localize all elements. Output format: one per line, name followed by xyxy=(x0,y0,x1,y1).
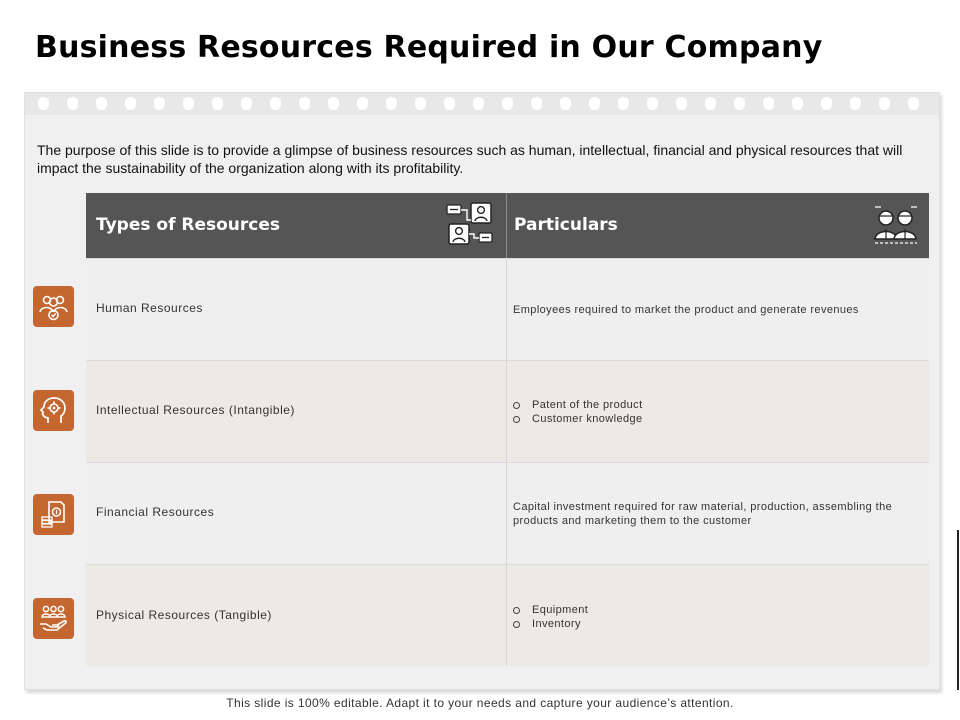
header-particulars: Particulars xyxy=(514,215,618,235)
binding-hole xyxy=(67,97,78,110)
binding-hole xyxy=(879,97,890,110)
binding-hole xyxy=(38,97,49,110)
binding-hole xyxy=(908,97,919,110)
binding-hole xyxy=(531,97,542,110)
binding-hole xyxy=(792,97,803,110)
column-divider xyxy=(506,463,507,564)
binding-hole xyxy=(821,97,832,110)
binding-hole xyxy=(270,97,281,110)
binding-hole xyxy=(212,97,223,110)
resource-name: Intellectual Resources (Intangible) xyxy=(96,403,295,417)
binding-hole xyxy=(473,97,484,110)
column-divider xyxy=(506,361,507,462)
brain-gear-icon xyxy=(33,390,74,431)
binding-hole xyxy=(444,97,455,110)
binding-hole xyxy=(328,97,339,110)
binding-hole xyxy=(415,97,426,110)
resource-particulars xyxy=(513,603,918,631)
table-row xyxy=(86,462,929,564)
binding-hole xyxy=(386,97,397,110)
bullet-item: Patent of the product xyxy=(513,398,918,412)
binding-hole xyxy=(734,97,745,110)
bullet-item: Equipment xyxy=(513,603,918,617)
binding-hole xyxy=(125,97,136,110)
binding-hole xyxy=(299,97,310,110)
binding-holes xyxy=(25,93,939,115)
resources-table xyxy=(86,193,929,668)
table-header xyxy=(86,193,929,258)
binding-hole xyxy=(618,97,629,110)
edge-line xyxy=(957,530,959,690)
resource-particulars: Employees required to market the product and generate revenues xyxy=(513,304,859,316)
table-row xyxy=(86,258,929,360)
binding-hole xyxy=(154,97,165,110)
binding-hole xyxy=(241,97,252,110)
resource-name: Human Resources xyxy=(96,301,203,315)
binding-hole xyxy=(850,97,861,110)
resource-particulars xyxy=(513,398,918,426)
bullet-item: Inventory xyxy=(513,617,918,631)
binding-hole xyxy=(560,97,571,110)
money-document-icon xyxy=(33,494,74,535)
binding-hole xyxy=(357,97,368,110)
binding-hole xyxy=(183,97,194,110)
binding-hole xyxy=(705,97,716,110)
header-types-of-resources: Types of Resources xyxy=(96,215,281,235)
table-row xyxy=(86,564,929,666)
binding-hole xyxy=(96,97,107,110)
binding-hole xyxy=(589,97,600,110)
table-row xyxy=(86,360,929,462)
binding-hole xyxy=(676,97,687,110)
bullet-item: Customer knowledge xyxy=(513,412,918,426)
footer-note: This slide is 100% editable. Adapt it to your needs and capture your audience’s attention. xyxy=(226,696,734,710)
column-divider xyxy=(506,565,507,666)
binding-hole xyxy=(502,97,513,110)
binding-hole xyxy=(763,97,774,110)
notepad-panel xyxy=(24,92,940,690)
resource-name: Physical Resources (Tangible) xyxy=(96,608,272,622)
team-connection-icon xyxy=(873,202,919,248)
people-network-icon xyxy=(446,202,494,248)
hand-people-icon xyxy=(33,598,74,639)
page-title: Business Resources Required in Our Company xyxy=(35,30,823,65)
intro-text: The purpose of this slide is to provide a glimpse of business resources such as human, intellectual, financial and physical resources that will impact the sustainability of the organization along with its profitability. xyxy=(37,142,903,176)
binding-hole xyxy=(647,97,658,110)
resource-name: Financial Resources xyxy=(96,505,215,519)
header-divider xyxy=(506,193,507,258)
team-icon xyxy=(33,286,74,327)
column-divider xyxy=(506,259,507,360)
resource-particulars: Capital investment required for raw material, production, assembling the products and marketing them to the customer xyxy=(513,501,893,527)
